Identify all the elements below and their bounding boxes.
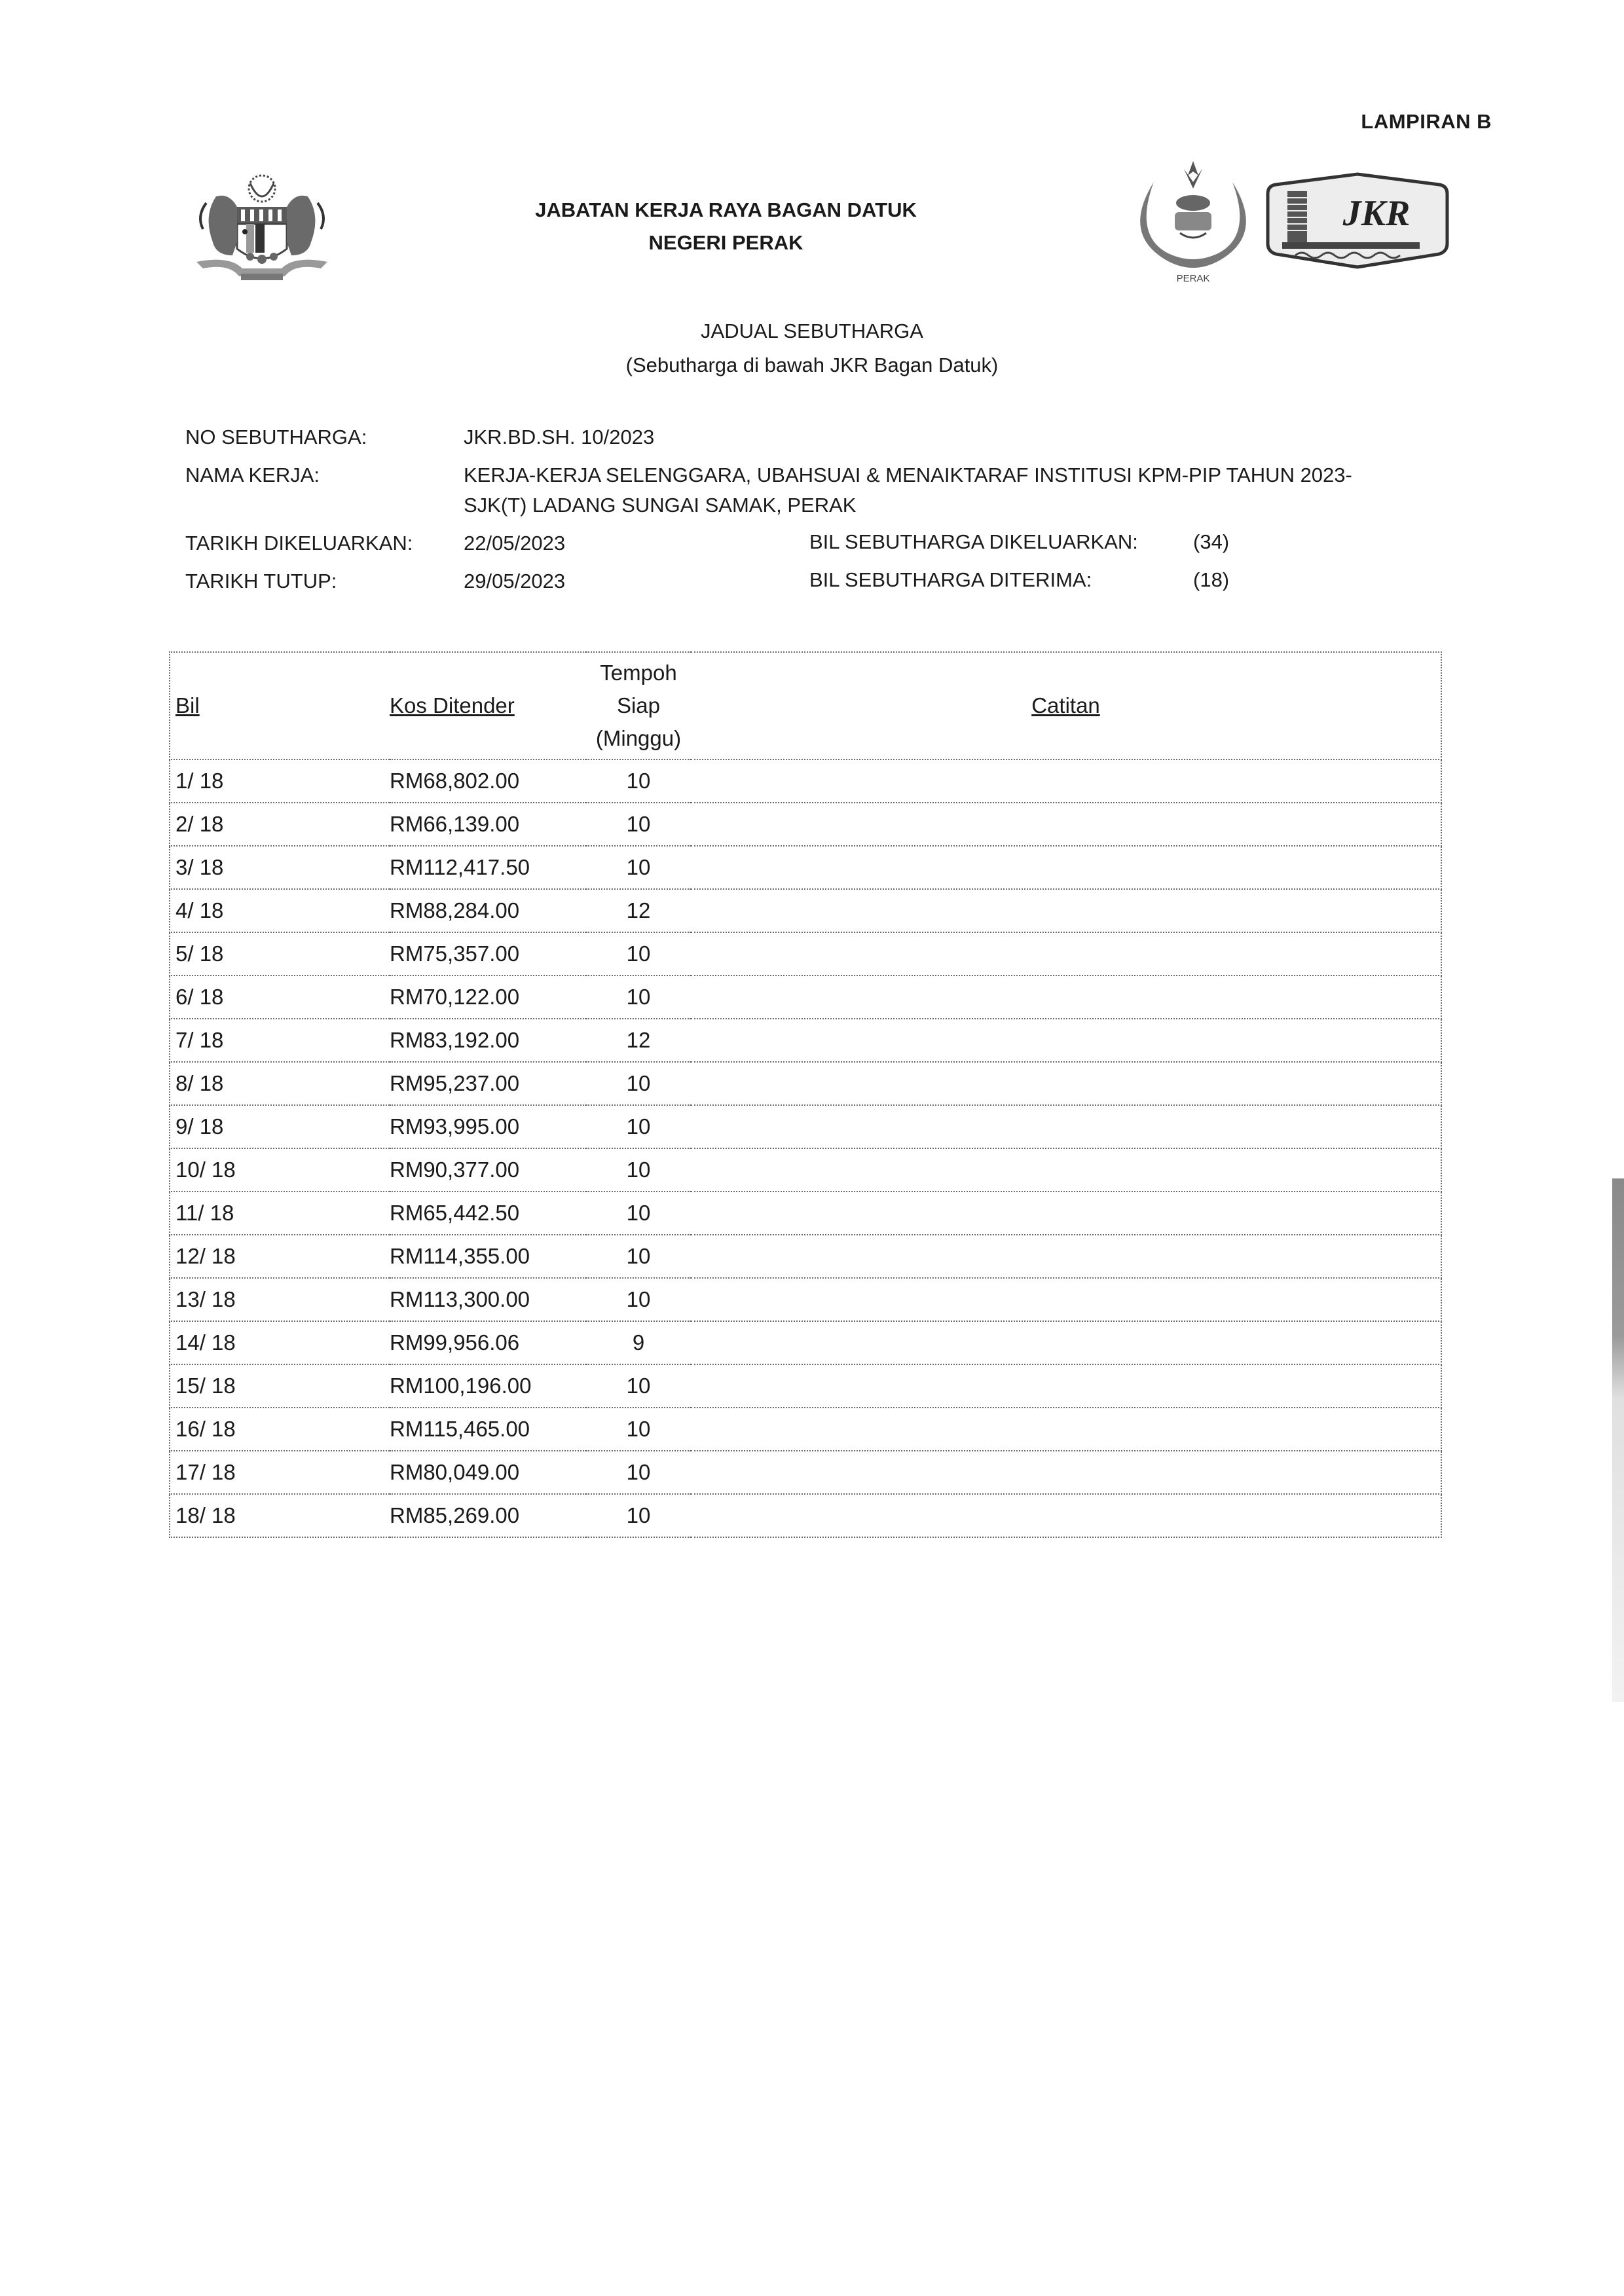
cell-tempoh: 10: [586, 1148, 691, 1192]
header-tempoh-line1: Tempoh: [600, 661, 677, 685]
table-row: [170, 932, 1441, 975]
cell-bil: 13/ 18: [170, 1278, 390, 1321]
cell-kos: RM80,049.00: [390, 1451, 586, 1494]
cell-tempoh: 10: [586, 1278, 691, 1321]
header-tempoh-line2: Siap: [616, 693, 661, 718]
bil-diterima-value: (18): [1193, 568, 1230, 591]
cell-tempoh: 10: [586, 803, 691, 846]
table-row: [170, 846, 1441, 889]
tarikh-tutup-label: TARIKH TUTUP:: [185, 570, 337, 592]
table-row: [170, 1192, 1441, 1235]
cell-catitan: [691, 1019, 1441, 1062]
header-catitan: [691, 652, 1441, 759]
cell-bil: 3/ 18: [170, 846, 390, 889]
bil-dikeluarkan-label: BIL SEBUTHARGA DIKELUARKAN:: [809, 530, 1138, 553]
cell-bil: 6/ 18: [170, 975, 390, 1019]
cell-tempoh: 10: [586, 759, 691, 803]
cell-bil: 1/ 18: [170, 759, 390, 803]
cell-bil: 5/ 18: [170, 932, 390, 975]
table-row: [170, 1278, 1441, 1321]
perak-crest-text: PERAK: [1176, 273, 1210, 284]
cell-kos: RM114,355.00: [390, 1235, 586, 1278]
cell-catitan: [691, 1278, 1441, 1321]
nama-kerja-line2: SJK(T) LADANG SUNGAI SAMAK, PERAK: [464, 494, 857, 517]
organization-state: NEGERI PERAK: [648, 231, 803, 254]
table-row: [170, 975, 1441, 1019]
cell-bil: 11/ 18: [170, 1192, 390, 1235]
cell-catitan: [691, 1105, 1441, 1148]
cell-tempoh: 10: [586, 1408, 691, 1451]
document-title-block: [0, 314, 1624, 382]
cell-bil: 12/ 18: [170, 1235, 390, 1278]
cell-catitan: [691, 1062, 1441, 1105]
cell-tempoh: 10: [586, 846, 691, 889]
cell-catitan: [691, 1321, 1441, 1364]
cell-kos: RM68,802.00: [390, 759, 586, 803]
perak-crest-logo: [1128, 156, 1259, 287]
tarikh-dikeluarkan-label: TARIKH DIKELUARKAN:: [185, 532, 413, 555]
cell-catitan: [691, 803, 1441, 846]
cell-kos: RM95,237.00: [390, 1062, 586, 1105]
cell-kos: RM112,417.50: [390, 846, 586, 889]
cell-kos: RM83,192.00: [390, 1019, 586, 1062]
table-row: [170, 1408, 1441, 1451]
header-catitan-label: Catitan: [1031, 693, 1100, 718]
header-tempoh: [586, 652, 691, 759]
cell-tempoh: 9: [586, 1321, 691, 1364]
table-row: [170, 1105, 1441, 1148]
cell-tempoh: 10: [586, 1451, 691, 1494]
annex-label: LAMPIRAN B: [1361, 110, 1492, 133]
header-kos-label: Kos Ditender: [390, 693, 515, 718]
cell-catitan: [691, 932, 1441, 975]
cell-catitan: [691, 1364, 1441, 1408]
cell-kos: RM88,284.00: [390, 889, 586, 932]
jkr-logo: [1263, 172, 1452, 270]
cell-bil: 15/ 18: [170, 1364, 390, 1408]
cell-catitan: [691, 1408, 1441, 1451]
cell-bil: 16/ 18: [170, 1408, 390, 1451]
no-sebutharga-label: NO SEBUTHARGA:: [185, 426, 367, 448]
cell-kos: RM90,377.00: [390, 1148, 586, 1192]
table-row: [170, 1019, 1441, 1062]
cell-bil: 10/ 18: [170, 1148, 390, 1192]
document-subtitle: (Sebutharga di bawah JKR Bagan Datuk): [625, 354, 999, 376]
table-row: [170, 1451, 1441, 1494]
cell-tempoh: 10: [586, 1062, 691, 1105]
cell-catitan: [691, 889, 1441, 932]
cell-bil: 8/ 18: [170, 1062, 390, 1105]
cell-kos: RM70,122.00: [390, 975, 586, 1019]
cell-tempoh: 10: [586, 1192, 691, 1235]
quotation-schedule-table: [169, 651, 1442, 1538]
nama-kerja-line1: KERJA-KERJA SELENGGARA, UBAHSUAI & MENAIKTARAF INSTITUSI KPM-PIP TAHUN 2023-: [464, 464, 1352, 486]
cell-bil: 18/ 18: [170, 1494, 390, 1537]
table-row: [170, 1364, 1441, 1408]
document-title: JADUAL SEBUTHARGA: [701, 319, 923, 342]
cell-tempoh: 10: [586, 932, 691, 975]
cell-catitan: [691, 1451, 1441, 1494]
jkr-logo-text: JKR: [1342, 193, 1411, 234]
table-row: [170, 1494, 1441, 1537]
table-row: [170, 1235, 1441, 1278]
table-row: [170, 759, 1441, 803]
cell-kos: RM93,995.00: [390, 1105, 586, 1148]
header-tempoh-line3: (Minggu): [595, 726, 682, 750]
nama-kerja-label: NAMA KERJA:: [185, 464, 320, 486]
no-sebutharga-value: JKR.BD.SH. 10/2023: [464, 426, 655, 448]
cell-tempoh: 12: [586, 1019, 691, 1062]
cell-kos: RM66,139.00: [390, 803, 586, 846]
cell-bil: 14/ 18: [170, 1321, 390, 1364]
cell-kos: RM99,956.06: [390, 1321, 586, 1364]
cell-tempoh: 10: [586, 1235, 691, 1278]
header-kos: [390, 652, 586, 759]
cell-kos: RM113,300.00: [390, 1278, 586, 1321]
cell-catitan: [691, 1148, 1441, 1192]
cell-tempoh: 10: [586, 1105, 691, 1148]
organization-name: JABATAN KERJA RAYA BAGAN DATUK: [535, 198, 917, 221]
cell-kos: RM85,269.00: [390, 1494, 586, 1537]
cell-bil: 4/ 18: [170, 889, 390, 932]
cell-tempoh: 10: [586, 1364, 691, 1408]
cell-kos: RM100,196.00: [390, 1364, 586, 1408]
header-bil-label: Bil: [175, 693, 200, 718]
table-row: [170, 1321, 1441, 1364]
bil-dikeluarkan-value: (34): [1193, 530, 1230, 553]
cell-tempoh: 10: [586, 975, 691, 1019]
table-row: [170, 1148, 1441, 1192]
bil-diterima-label: BIL SEBUTHARGA DITERIMA:: [809, 568, 1092, 591]
cell-bil: 17/ 18: [170, 1451, 390, 1494]
cell-kos: RM115,465.00: [390, 1408, 586, 1451]
cell-catitan: [691, 759, 1441, 803]
cell-bil: 2/ 18: [170, 803, 390, 846]
cell-tempoh: 12: [586, 889, 691, 932]
cell-kos: RM65,442.50: [390, 1192, 586, 1235]
cell-catitan: [691, 1494, 1441, 1537]
cell-catitan: [691, 1192, 1441, 1235]
tarikh-tutup-value: 29/05/2023: [464, 570, 566, 592]
table-row: [170, 889, 1441, 932]
tarikh-dikeluarkan-value: 22/05/2023: [464, 532, 566, 555]
header-bil: [170, 652, 390, 759]
cell-catitan: [691, 975, 1441, 1019]
cell-bil: 9/ 18: [170, 1105, 390, 1148]
table-row: [170, 1062, 1441, 1105]
table-header-row: [170, 652, 1441, 759]
cell-catitan: [691, 846, 1441, 889]
scan-shadow-edge: [1612, 1178, 1624, 1702]
cell-bil: 7/ 18: [170, 1019, 390, 1062]
cell-catitan: [691, 1235, 1441, 1278]
table-row: [170, 803, 1441, 846]
cell-kos: RM75,357.00: [390, 932, 586, 975]
cell-tempoh: 10: [586, 1494, 691, 1537]
